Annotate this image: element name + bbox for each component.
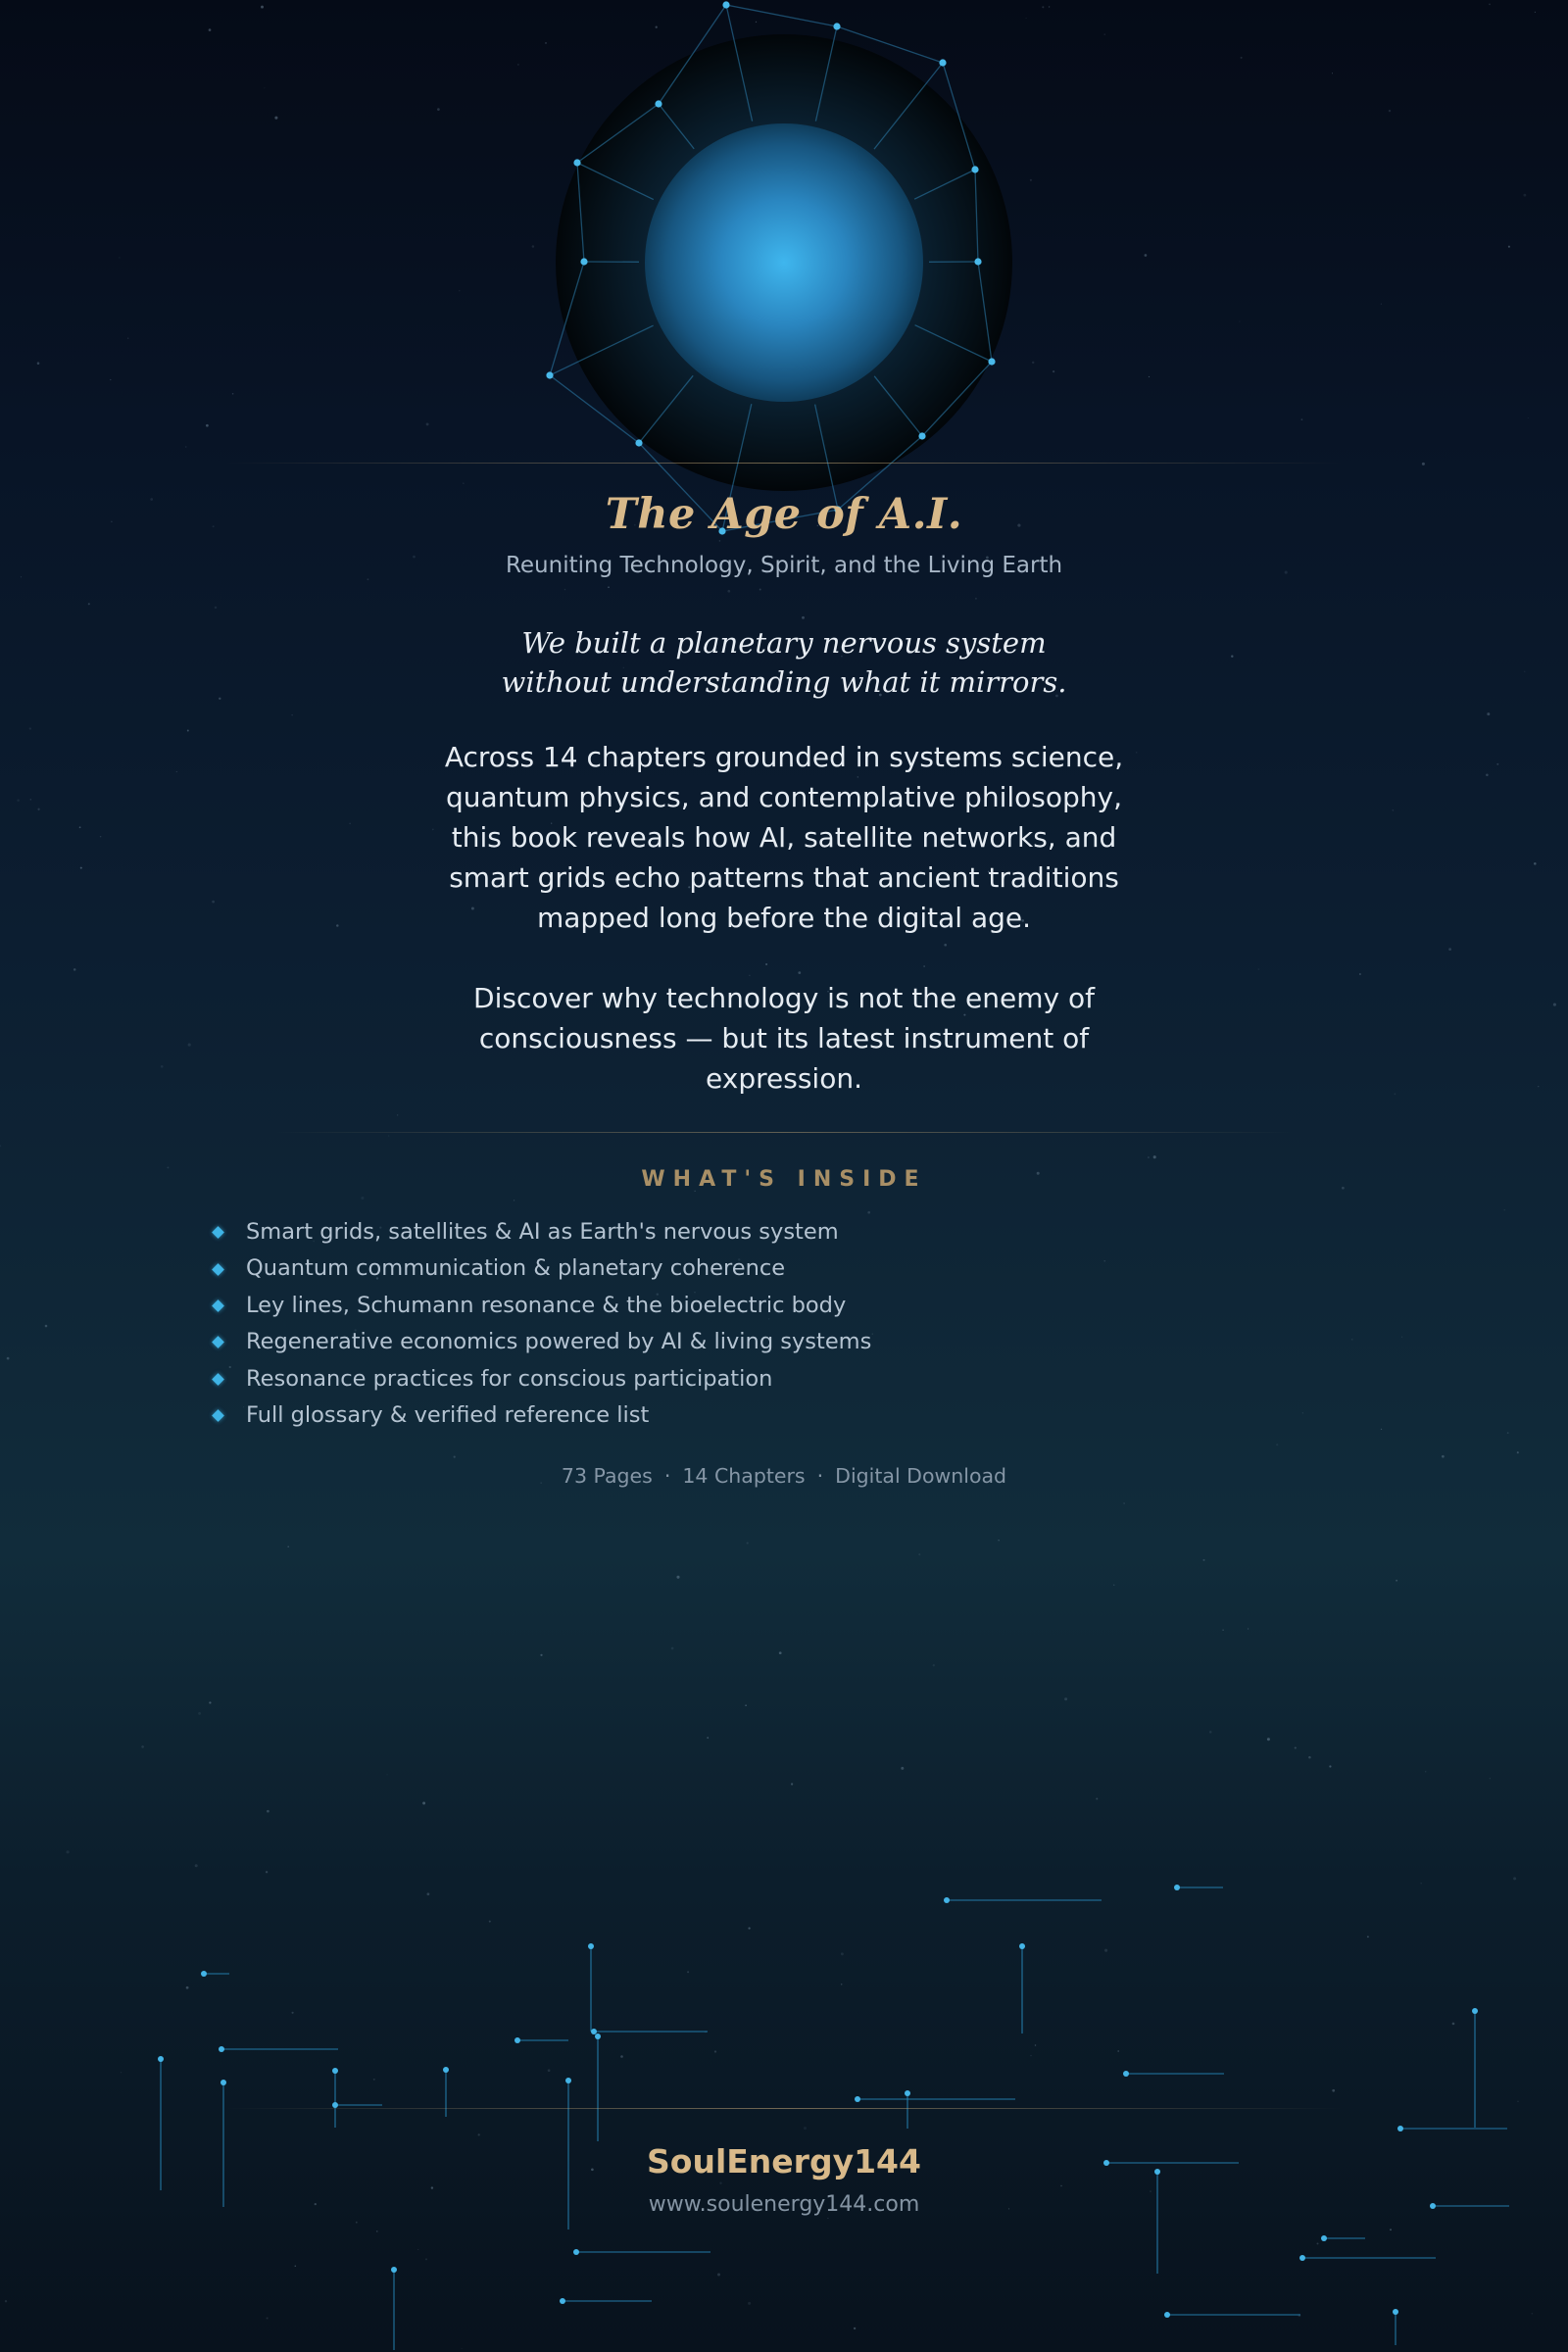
format-label: Digital Download <box>835 1464 1007 1488</box>
description-paragraph-1: Across 14 chapters grounded in systems science, quantum physics, and contemplative philosophy, this book reveals how AI, satellite networks, and smart grids echo patterns that ancient traditions mapped long before the digital age. <box>444 741 1124 934</box>
diamond-bullet-icon <box>212 1226 224 1239</box>
diamond-bullet-icon <box>212 1299 224 1312</box>
book-subtitle: Reuniting Technology, Spirit, and the Living Earth <box>505 553 1063 578</box>
list-item <box>212 1250 871 1287</box>
book-title: The Age of A.I. <box>605 490 963 539</box>
meta-separator: · <box>816 1464 824 1488</box>
bottom-divider <box>225 2108 1343 2109</box>
book-meta <box>0 1464 1568 1488</box>
chapter-count: 14 Chapters <box>682 1464 806 1488</box>
top-divider <box>225 463 1343 464</box>
list-item-text: Full glossary & verified reference list <box>246 1401 650 1428</box>
page-count: 73 Pages <box>561 1464 653 1488</box>
description-paragraph-2: Discover why technology is not the enemy of consciousness — but its latest instrument of expression. <box>473 982 1095 1095</box>
brand-url: www.soulenergy144.com <box>648 2192 920 2217</box>
list-item <box>212 1324 871 1360</box>
circuit-lines <box>161 1887 1509 2350</box>
diamond-bullet-icon <box>212 1373 224 1386</box>
list-item <box>212 1361 871 1397</box>
list-item-text: Quantum communication & planetary coherence <box>246 1255 786 1282</box>
diamond-bullet-icon <box>212 1336 224 1348</box>
list-item-text: Smart grids, satellites & AI as Earth's nervous system <box>246 1219 839 1245</box>
brand-name: SoulEnergy144 <box>647 2142 921 2180</box>
quote-line-2: without understanding what it mirrors. <box>501 665 1067 699</box>
diamond-bullet-icon <box>212 1409 224 1422</box>
network-orb-icon <box>546 1 1012 534</box>
list-item-text: Ley lines, Schumann resonance & the bioelectric body <box>246 1292 847 1318</box>
description <box>0 737 1568 1139</box>
list-item <box>212 1397 871 1434</box>
list-item <box>212 1288 871 1324</box>
diamond-bullet-icon <box>212 1263 224 1276</box>
list-item-text: Regenerative economics powered by AI & living systems <box>246 1329 872 1355</box>
circuit-nodes <box>158 1885 1478 2318</box>
feature-list <box>212 1214 871 1434</box>
tagline-quote <box>0 623 1568 702</box>
quote-line-1: We built a planetary nervous system <box>521 626 1047 660</box>
list-item-text: Resonance practices for conscious participation <box>246 1365 773 1392</box>
whats-inside-heading: WHAT'S INSIDE <box>641 1167 927 1192</box>
list-item <box>212 1214 871 1250</box>
middle-divider <box>274 1132 1294 1133</box>
meta-separator: · <box>663 1464 671 1488</box>
